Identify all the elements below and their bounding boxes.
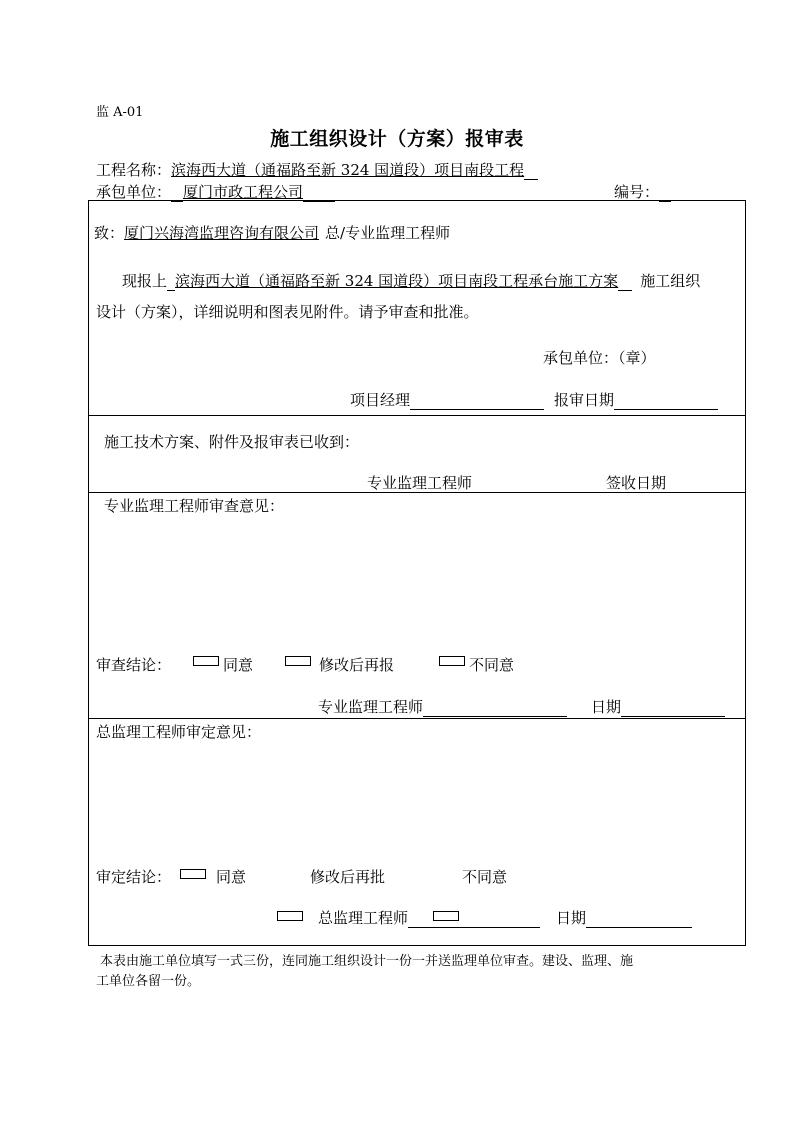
agree-checkbox[interactable] bbox=[193, 656, 219, 666]
review-date-label: 日期 bbox=[591, 698, 622, 716]
submit-underline-tail bbox=[618, 275, 632, 291]
approval-conclusion-label: 审定结论： bbox=[96, 868, 172, 886]
submit-underline-lead bbox=[167, 275, 175, 291]
received-text: 施工技术方案、附件及报审表已收到： bbox=[104, 433, 360, 451]
contractor-name: 厦门市政工程公司 bbox=[183, 183, 304, 201]
addressee-row bbox=[94, 222, 450, 243]
submit-prefix: 现报上 bbox=[122, 272, 168, 290]
supervisor-company: 厦门兴海湾监理咨询有限公司 bbox=[124, 224, 320, 242]
to-label: 致： bbox=[94, 224, 125, 242]
approval-opinion-heading: 总监理工程师审定意见： bbox=[96, 723, 262, 741]
revise-option: 修改后再批 bbox=[310, 868, 386, 886]
project-row bbox=[96, 159, 538, 180]
project-name: 滨海西大道（通福路至新 324 国道段）项目南段工程 bbox=[171, 161, 525, 179]
chief-sign-field[interactable] bbox=[408, 912, 540, 928]
page-title: 施工组织设计（方案）报审表 bbox=[270, 128, 524, 150]
approval-date-field[interactable] bbox=[586, 912, 692, 928]
approve-option: 同意 bbox=[216, 868, 247, 886]
engineer-label: 专业监理工程师 bbox=[367, 474, 473, 492]
submit-suffix: 施工组织 bbox=[640, 272, 701, 290]
project-underline bbox=[524, 164, 538, 180]
project-label: 工程名称： bbox=[96, 161, 172, 179]
contractor-row bbox=[96, 181, 335, 202]
resubmit-checkbox[interactable] bbox=[285, 656, 311, 666]
manager-field[interactable] bbox=[410, 394, 544, 410]
review-engineer-field[interactable] bbox=[423, 701, 567, 717]
sign-date-label: 签收日期 bbox=[606, 474, 667, 492]
sign-date-field[interactable] bbox=[666, 477, 718, 493]
review-engineer-label: 专业监理工程师 bbox=[318, 698, 424, 716]
form-code: 监 A-01 bbox=[96, 105, 144, 120]
review-conclusion-label: 审查结论： bbox=[96, 656, 172, 674]
report-date-label: 报审日期 bbox=[554, 391, 615, 409]
footnote-line2: 工单位各留一份。 bbox=[96, 974, 201, 989]
chief-sign-row bbox=[318, 907, 692, 928]
footnote-line1: 本表由施工单位填写一式三份，连同施工组织设计一份一并送监理单位审查。建设、监理、施 bbox=[100, 954, 634, 969]
contractor-stamp: 承包单位：（章） bbox=[543, 349, 656, 367]
submission-line2: 设计（方案），详细说明和图表见附件。请予审查和批准。 bbox=[96, 303, 479, 321]
manager-label: 项目经理 bbox=[350, 391, 411, 409]
engineer-sign-field[interactable] bbox=[472, 477, 598, 493]
reject-option: 不同意 bbox=[462, 868, 508, 886]
review-sign-row bbox=[318, 696, 725, 717]
approval-date-label: 日期 bbox=[556, 909, 587, 927]
contractor-label: 承包单位： bbox=[96, 183, 172, 201]
manager-row bbox=[350, 389, 718, 410]
serial-row bbox=[614, 181, 671, 202]
approve-checkbox[interactable] bbox=[180, 869, 206, 879]
serial-label: 编号： bbox=[614, 183, 660, 201]
review-date-field[interactable] bbox=[621, 701, 725, 717]
report-date-field[interactable] bbox=[614, 394, 718, 410]
receipt-row bbox=[367, 472, 718, 493]
disagree-checkbox[interactable] bbox=[439, 656, 465, 666]
chief-field-checkbox[interactable] bbox=[433, 911, 459, 921]
review-opinion-heading: 专业监理工程师审查意见： bbox=[104, 497, 285, 515]
resubmit-option: 修改后再报 bbox=[319, 656, 395, 674]
submitted-item: 滨海西大道（通福路至新 324 国道段）项目南段工程承台施工方案 bbox=[175, 272, 619, 290]
disagree-option: 不同意 bbox=[469, 656, 515, 674]
divider-3 bbox=[88, 718, 746, 719]
divider-1 bbox=[88, 415, 746, 416]
chief-checkbox[interactable] bbox=[277, 911, 303, 921]
agree-option: 同意 bbox=[223, 656, 254, 674]
to-suffix: 总/专业监理工程师 bbox=[325, 224, 451, 242]
chief-label: 总监理工程师 bbox=[318, 909, 409, 927]
submission-row bbox=[122, 270, 700, 291]
